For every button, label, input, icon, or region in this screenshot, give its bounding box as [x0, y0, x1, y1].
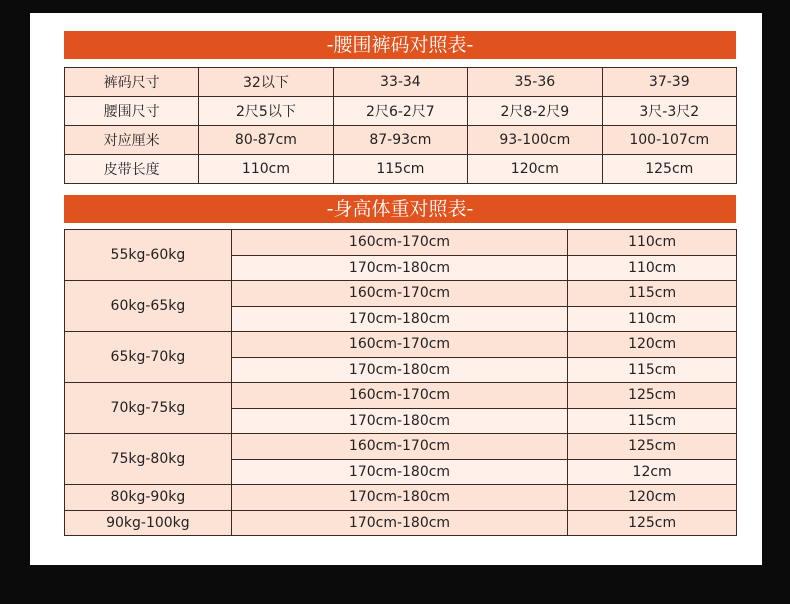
height-range-cell: 170cm-180cm — [231, 255, 567, 281]
table-cell: 3尺-3尺2 — [602, 97, 736, 126]
table-row — [65, 510, 737, 536]
waist-chart-title: -腰围裤码对照表- — [64, 31, 736, 59]
table-row — [65, 281, 737, 307]
table-cell: 93-100cm — [468, 126, 602, 155]
height-weight-chart-title: -身高体重对照表- — [64, 195, 736, 223]
height-range-cell: 170cm-180cm — [231, 485, 567, 511]
belt-length-cell: 125cm — [568, 434, 737, 460]
height-range-cell: 160cm-170cm — [231, 281, 567, 307]
weight-range-cell: 65kg-70kg — [65, 332, 232, 383]
height-range-cell: 170cm-180cm — [231, 510, 567, 536]
weight-range-cell: 75kg-80kg — [65, 434, 232, 485]
table-cell: 2尺5以下 — [199, 97, 333, 126]
table-cell: 35-36 — [468, 68, 602, 97]
table-row — [65, 68, 737, 97]
belt-length-cell: 120cm — [568, 332, 737, 358]
waist-size-table — [64, 67, 737, 184]
weight-range-cell: 70kg-75kg — [65, 383, 232, 434]
table-cell: 100-107cm — [602, 126, 736, 155]
belt-length-cell: 12cm — [568, 459, 737, 485]
height-range-cell: 160cm-170cm — [231, 383, 567, 409]
table-row — [65, 383, 737, 409]
table-row — [65, 155, 737, 184]
table-cell: 120cm — [468, 155, 602, 184]
row-header-cell: 腰围尺寸 — [65, 97, 199, 126]
weight-range-cell: 80kg-90kg — [65, 485, 232, 511]
belt-length-cell: 115cm — [568, 408, 737, 434]
table-cell: 87-93cm — [333, 126, 467, 155]
belt-length-cell: 115cm — [568, 357, 737, 383]
table-cell: 37-39 — [602, 68, 736, 97]
table-cell: 125cm — [602, 155, 736, 184]
table-cell: 110cm — [199, 155, 333, 184]
table-cell: 2尺6-2尺7 — [333, 97, 467, 126]
table-row — [65, 97, 737, 126]
table-cell: 115cm — [333, 155, 467, 184]
row-header-cell: 裤码尺寸 — [65, 68, 199, 97]
size-chart-sheet — [30, 13, 762, 565]
weight-range-cell: 55kg-60kg — [65, 230, 232, 281]
table-cell: 2尺8-2尺9 — [468, 97, 602, 126]
table-row — [65, 485, 737, 511]
height-range-cell: 160cm-170cm — [231, 434, 567, 460]
height-range-cell: 170cm-180cm — [231, 306, 567, 332]
row-header-cell: 皮带长度 — [65, 155, 199, 184]
belt-length-cell: 110cm — [568, 306, 737, 332]
weight-range-cell: 60kg-65kg — [65, 281, 232, 332]
height-range-cell: 170cm-180cm — [231, 459, 567, 485]
table-row — [65, 126, 737, 155]
table-row — [65, 230, 737, 256]
table-cell: 80-87cm — [199, 126, 333, 155]
table-cell: 32以下 — [199, 68, 333, 97]
belt-length-cell: 125cm — [568, 510, 737, 536]
belt-length-cell: 115cm — [568, 281, 737, 307]
belt-length-cell: 120cm — [568, 485, 737, 511]
table-cell: 33-34 — [333, 68, 467, 97]
belt-length-cell: 110cm — [568, 255, 737, 281]
height-range-cell: 160cm-170cm — [231, 230, 567, 256]
table-row — [65, 434, 737, 460]
belt-length-cell: 110cm — [568, 230, 737, 256]
height-weight-table — [64, 229, 737, 536]
belt-length-cell: 125cm — [568, 383, 737, 409]
table-row — [65, 332, 737, 358]
row-header-cell: 对应厘米 — [65, 126, 199, 155]
weight-range-cell: 90kg-100kg — [65, 510, 232, 536]
height-range-cell: 160cm-170cm — [231, 332, 567, 358]
height-range-cell: 170cm-180cm — [231, 408, 567, 434]
height-range-cell: 170cm-180cm — [231, 357, 567, 383]
